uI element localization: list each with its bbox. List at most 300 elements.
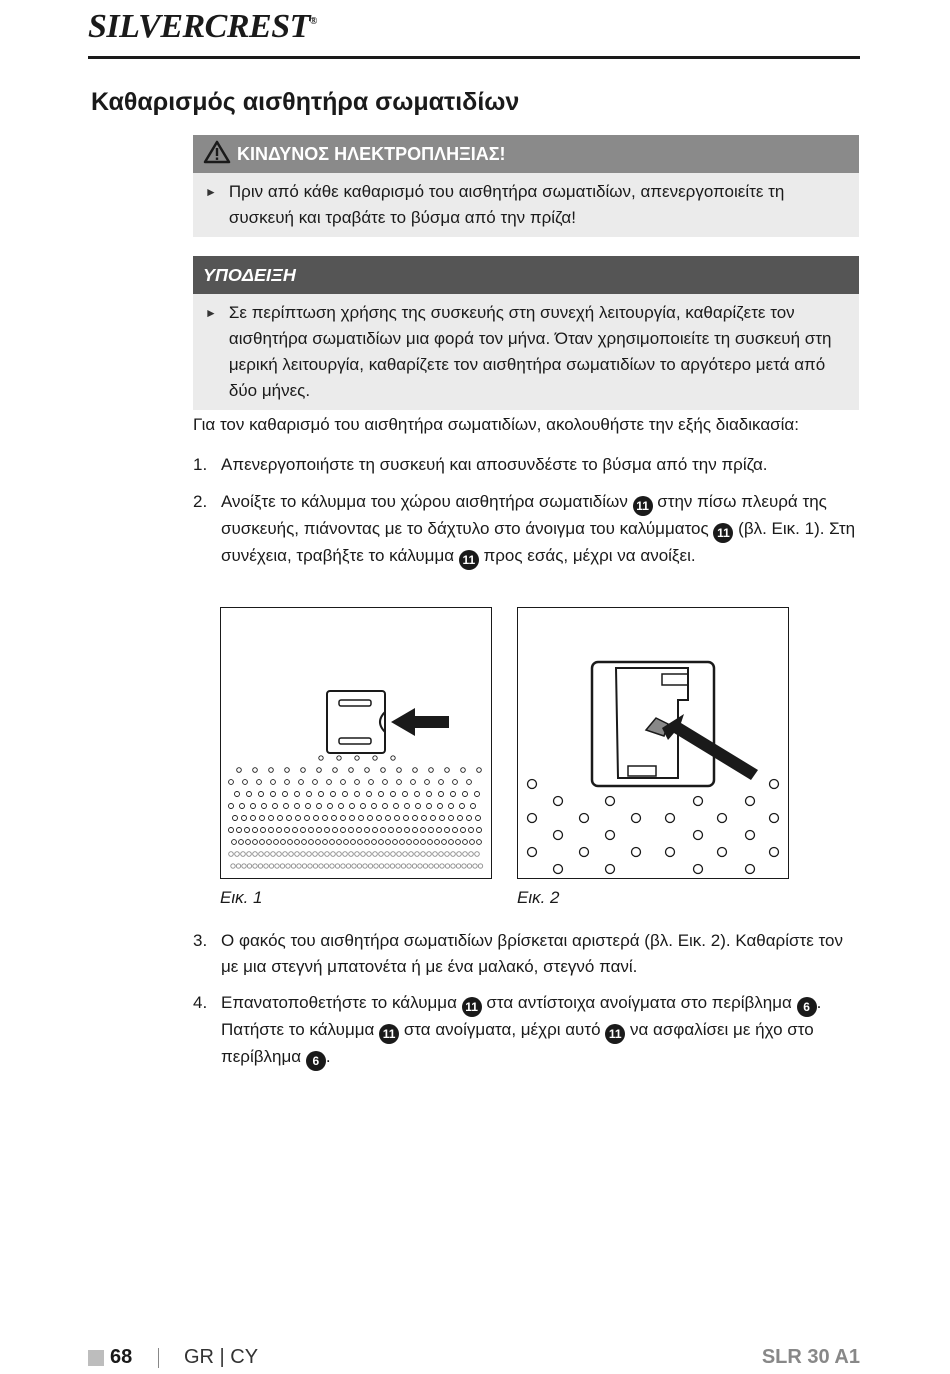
pattern-dot [445, 828, 450, 833]
pattern-dot [632, 814, 641, 823]
figure-2-illustration [517, 607, 789, 879]
badge-housing: 6 [797, 997, 817, 1017]
pattern-dot [393, 840, 398, 845]
pattern-dot [352, 864, 356, 868]
step-3: 3. Ο φακός του αισθητήρα σωματιδίων βρίσκεται αριστερά (βλ. Εικ. 2). Καθαρίστε τον με μια στεγνή μπατονέτα ή με ένα μαλακό, στεγνό πανί. [193, 931, 843, 976]
pattern-dot [229, 804, 234, 809]
pattern-dot [330, 864, 334, 868]
pattern-dot [469, 852, 474, 857]
pattern-dot [445, 768, 450, 773]
pattern-dot [331, 852, 336, 857]
pattern-dot [236, 864, 240, 868]
pattern-dot [260, 840, 265, 845]
pattern-dot [381, 768, 386, 773]
pattern-dot [554, 831, 563, 840]
pattern-dot [369, 780, 374, 785]
pattern-dot [283, 852, 288, 857]
pattern-dot [373, 852, 378, 857]
pattern-dot [453, 780, 458, 785]
pattern-dot [411, 780, 416, 785]
pattern-dot [323, 816, 328, 821]
pattern-dot [386, 840, 391, 845]
language-label: GR | CY [184, 1346, 259, 1368]
pattern-dot [606, 865, 615, 874]
pattern-dot [337, 756, 341, 760]
pattern-dot [427, 792, 432, 797]
pattern-dot [301, 852, 306, 857]
pattern-dot [580, 848, 589, 857]
pattern-dot [271, 780, 276, 785]
pattern-dot [449, 804, 454, 809]
pattern-dot [229, 780, 234, 785]
pattern-dot [264, 864, 268, 868]
pattern-dot [288, 840, 293, 845]
pattern-dot [438, 804, 443, 809]
pattern-dot [390, 864, 394, 868]
pattern-dot [331, 792, 336, 797]
pattern-dot [770, 848, 779, 857]
pattern-dot [245, 828, 250, 833]
pattern-dot [260, 816, 265, 821]
pattern-dot [580, 814, 589, 823]
pattern-dot [476, 816, 481, 821]
pattern-dot [391, 792, 396, 797]
pattern-dot [306, 804, 311, 809]
pattern-dot [415, 852, 420, 857]
pattern-dot [377, 816, 382, 821]
pattern-dot [323, 840, 328, 845]
footer-square-icon [88, 1350, 104, 1366]
pattern-dot [461, 768, 466, 773]
pattern-dot [463, 840, 468, 845]
pattern-dot [357, 828, 362, 833]
pattern-dot [291, 864, 295, 868]
figure-2-caption: Εικ. 2 [517, 888, 560, 907]
pattern-dot [328, 804, 333, 809]
pattern-dot [746, 865, 755, 874]
pattern-dot [283, 792, 288, 797]
pattern-dot [341, 780, 346, 785]
pattern-dot [435, 840, 440, 845]
pattern-dot [403, 792, 408, 797]
pattern-dot [385, 852, 390, 857]
pattern-dot [469, 828, 474, 833]
pattern-dot [237, 828, 242, 833]
pattern-dot [423, 864, 427, 868]
pattern-dot [235, 792, 240, 797]
pattern-dot [269, 816, 274, 821]
pattern-dot [269, 828, 274, 833]
pattern-dot [253, 768, 258, 773]
pattern-dot [285, 828, 290, 833]
pattern-dot [361, 852, 366, 857]
page-number: 68 [110, 1346, 133, 1368]
pattern-dot [365, 840, 370, 845]
pattern-dot [327, 780, 332, 785]
pattern-dot [273, 804, 278, 809]
pattern-dot [313, 780, 318, 785]
brand-logo: SILVERCREST® [88, 8, 317, 45]
pattern-dot [350, 804, 355, 809]
pattern-dot [232, 840, 237, 845]
pattern-dot [467, 780, 472, 785]
pattern-dot [373, 828, 378, 833]
pattern-dot [289, 852, 294, 857]
pattern-dot [337, 840, 342, 845]
pattern-dot [429, 768, 434, 773]
danger-title: ΚΙΝΔΥΝΟΣ ΗΛΕΚΤΡΟΠΛΗΞΙΑΣ! [237, 143, 506, 164]
pattern-dot [451, 792, 456, 797]
pattern-dot [265, 852, 270, 857]
pattern-dot [341, 816, 346, 821]
pattern-dot [285, 768, 290, 773]
pattern-dot [349, 828, 354, 833]
pattern-dot [458, 816, 463, 821]
pattern-dot [307, 792, 312, 797]
pattern-dot [325, 828, 330, 833]
pattern-dot [453, 828, 458, 833]
pattern-dot [313, 864, 317, 868]
pattern-dot [355, 852, 360, 857]
note-text: Σε περίπτωση χρήσης της συσκευής στη συνεχή λειτουργία, καθαρίζετε τον αισθητήρα σωματιδίων μια φορά τον μήνα. Όταν χρησιμοποιείτε τη συσκευή στη μερική λειτουργία, καθαρίζετε τον αισθητήρα σωματιδίων το αργότερο μετά από δύο μήνες. [228, 303, 832, 400]
pattern-dot [239, 840, 244, 845]
pattern-dot [297, 864, 301, 868]
pattern-dot [439, 852, 444, 857]
pattern-dot [422, 816, 427, 821]
pattern-dot [247, 792, 252, 797]
pattern-dot [463, 852, 468, 857]
pattern-dot [391, 756, 395, 760]
pattern-dot [235, 852, 240, 857]
pattern-dot [305, 816, 310, 821]
pattern-dot [240, 804, 245, 809]
pattern-dot [389, 828, 394, 833]
pattern-dot [363, 864, 367, 868]
pattern-dot [403, 852, 408, 857]
pattern-dot [414, 840, 419, 845]
pattern-dot [229, 852, 234, 857]
pattern-dot [358, 840, 363, 845]
pattern-dot [262, 804, 267, 809]
pattern-dot [477, 828, 482, 833]
pattern-dot [694, 797, 703, 806]
pattern-dot [267, 840, 272, 845]
arrow-left-icon [391, 708, 449, 736]
pattern-dot [385, 864, 389, 868]
pattern-dot [355, 756, 359, 760]
pattern-dot [409, 852, 414, 857]
pattern-dot [349, 852, 354, 857]
pattern-dot [373, 756, 377, 760]
pattern-dot [445, 864, 449, 868]
pattern-dot [425, 780, 430, 785]
pattern-dot [431, 816, 436, 821]
pattern-dot [314, 816, 319, 821]
pattern-dot [246, 840, 251, 845]
pattern-dot [666, 814, 675, 823]
pattern-dot [397, 828, 402, 833]
pattern-dot [285, 780, 290, 785]
pattern-dot [309, 828, 314, 833]
pattern-dot [456, 840, 461, 845]
danger-box [193, 135, 859, 237]
pattern-dot [429, 828, 434, 833]
pattern-dot [361, 804, 366, 809]
step-2: 2. Ανοίξτε το κάλυμμα του χώρου αισθητήρα σωματιδίων 11 στην πίσω πλευρά της συσκευής, πιάνοντας με το δάχτυλο στο άνοιγμα του καλύμματος 11 (βλ. Εικ. 1). Στη συνέχεια, τραβήξτε το κάλυμμα 11 προς εσάς, μέχρι να ανοίξει. [193, 489, 859, 570]
pattern-dot [462, 864, 466, 868]
pattern-dot [427, 852, 432, 857]
pattern-dot [475, 792, 480, 797]
pattern-dot [418, 864, 422, 868]
badge-cover: 11 [605, 1024, 625, 1044]
pattern-dot [606, 797, 615, 806]
pattern-dot [296, 816, 301, 821]
pattern-dot [259, 852, 264, 857]
pattern-dot [237, 768, 242, 773]
pattern-dot [251, 816, 256, 821]
pattern-dot [247, 852, 252, 857]
pattern-dot [367, 792, 372, 797]
pattern-dot [404, 816, 409, 821]
pattern-dot [383, 804, 388, 809]
pattern-dot [477, 840, 482, 845]
warning-triangle-icon [203, 140, 231, 169]
pattern-dot [394, 804, 399, 809]
pattern-dot [694, 831, 703, 840]
pattern-dot [427, 804, 432, 809]
pattern-dot [257, 780, 262, 785]
pattern-dot [433, 852, 438, 857]
pattern-dot [475, 852, 480, 857]
pattern-dot [463, 792, 468, 797]
pattern-dot [372, 804, 377, 809]
section-title: Καθαρισμός αισθητήρα σωματιδίων [91, 88, 520, 116]
pattern-dot [253, 840, 258, 845]
step-1: 1. Απενεργοποιήστε τη συσκευή και αποσυνδέστε το βύσμα από την πρίζα. [193, 455, 768, 474]
pattern-dot [770, 780, 779, 789]
pattern-dot [295, 840, 300, 845]
pattern-dot [278, 816, 283, 821]
pattern-dot [477, 768, 482, 773]
pattern-dot [337, 852, 342, 857]
note-title: ΥΠΟΔΕΙΞΗ [203, 264, 296, 285]
pattern-dot [421, 828, 426, 833]
pattern-dot [746, 797, 755, 806]
pattern-dot [284, 804, 289, 809]
pattern-dot [301, 768, 306, 773]
pattern-dot [258, 864, 262, 868]
pattern-dot [277, 852, 282, 857]
pattern-dot [281, 840, 286, 845]
pattern-dot [554, 797, 563, 806]
pattern-dot [397, 768, 402, 773]
pattern-dot [407, 840, 412, 845]
pattern-dot [718, 848, 727, 857]
pattern-dot [554, 865, 563, 874]
pattern-dot [379, 852, 384, 857]
pattern-dot [339, 804, 344, 809]
pattern-dot [359, 816, 364, 821]
pattern-dot [379, 792, 384, 797]
pattern-dot [528, 848, 537, 857]
pattern-dot [467, 864, 471, 868]
pattern-dot [413, 768, 418, 773]
pattern-dot [319, 864, 323, 868]
intro-text: Για τον καθαρισμό του αισθητήρα σωματιδίων, ακολουθήστε την εξής διαδικασία: [193, 415, 799, 434]
pattern-dot [694, 865, 703, 874]
pattern-dot [229, 828, 234, 833]
pattern-dot [439, 780, 444, 785]
pattern-dot [405, 804, 410, 809]
pattern-dot [316, 840, 321, 845]
pattern-dot [286, 864, 290, 868]
pattern-dot [242, 816, 247, 821]
pattern-dot [632, 848, 641, 857]
pattern-dot [325, 852, 330, 857]
pattern-dot [231, 864, 235, 868]
pattern-dot [445, 852, 450, 857]
pattern-dot [343, 852, 348, 857]
pattern-dot [333, 828, 338, 833]
pattern-dot [365, 828, 370, 833]
badge-cover: 11 [459, 550, 479, 570]
pattern-dot [391, 852, 396, 857]
badge-cover: 11 [379, 1024, 399, 1044]
pattern-dot [412, 864, 416, 868]
pattern-dot [275, 864, 279, 868]
pattern-dot [308, 864, 312, 868]
pattern-dot [346, 864, 350, 868]
pattern-dot [421, 840, 426, 845]
pattern-dot [381, 828, 386, 833]
pattern-dot [470, 840, 475, 845]
model-number: SLR 30 A1 [761, 1346, 860, 1368]
pattern-dot [247, 864, 251, 868]
pattern-dot [383, 780, 388, 785]
pattern-dot [434, 864, 438, 868]
badge-cover: 11 [633, 496, 653, 516]
pattern-dot [449, 816, 454, 821]
pattern-dot [357, 864, 361, 868]
pattern-dot [341, 828, 346, 833]
pattern-dot [437, 828, 442, 833]
pattern-dot [293, 828, 298, 833]
pattern-dot [379, 864, 383, 868]
pattern-dot [233, 816, 238, 821]
pattern-dot [317, 804, 322, 809]
pattern-dot [344, 840, 349, 845]
pattern-dot [271, 852, 276, 857]
pattern-dot [413, 828, 418, 833]
pattern-dot [309, 840, 314, 845]
page-footer [88, 1346, 860, 1372]
pattern-dot [442, 840, 447, 845]
pattern-dot [416, 804, 421, 809]
step-4: 4. Επανατοποθετήστε το κάλυμμα 11 στα αντίστοιχα ανοίγματα στο περίβλημα 6 . Πατήστε το κάλυμμα 11 στα ανοίγματα, μέχρι αυτό 11 να ασφαλίσει με ήχο στο περίβλημα 6 . [193, 990, 859, 1071]
pattern-dot [317, 828, 322, 833]
pattern-dot [460, 804, 465, 809]
pattern-dot [372, 840, 377, 845]
pattern-dot [355, 780, 360, 785]
pattern-dot [251, 804, 256, 809]
pattern-dot [440, 864, 444, 868]
pattern-dot [456, 864, 460, 868]
pattern-dot [478, 864, 482, 868]
pattern-dot [271, 792, 276, 797]
pattern-dot [295, 852, 300, 857]
header-rule [88, 56, 860, 59]
pattern-dot [269, 768, 274, 773]
pattern-dot [428, 840, 433, 845]
pattern-dot [299, 780, 304, 785]
pattern-dot [397, 852, 402, 857]
pattern-dot [429, 864, 433, 868]
pattern-dot [467, 816, 472, 821]
pattern-dot [274, 840, 279, 845]
danger-text: Πριν από κάθε καθαρισμό του αισθητήρα σωματιδίων, απενεργοποιείτε τη συσκευή και τραβάτε το βύσμα από την πρίζα! [228, 182, 785, 227]
pattern-dot [302, 864, 306, 868]
pattern-dot [335, 864, 339, 868]
badge-cover: 11 [462, 997, 482, 1017]
pattern-dot [368, 864, 372, 868]
pattern-dot [379, 840, 384, 845]
pattern-dot [407, 864, 411, 868]
pattern-dot [253, 852, 258, 857]
pattern-dot [332, 816, 337, 821]
pattern-dot [413, 816, 418, 821]
pattern-dot [349, 768, 354, 773]
pattern-dot [405, 828, 410, 833]
pattern-dot [473, 864, 477, 868]
figure-1-caption: Εικ. 1 [220, 888, 263, 907]
pattern-dot [421, 852, 426, 857]
pattern-dot [449, 840, 454, 845]
pattern-dot [374, 864, 378, 868]
pattern-dot [317, 768, 322, 773]
pattern-dot [666, 848, 675, 857]
pattern-dot [355, 792, 360, 797]
pattern-dot [295, 792, 300, 797]
pattern-dot [333, 768, 338, 773]
badge-cover: 11 [713, 523, 733, 543]
bullet-arrow-icon: ► [205, 185, 217, 199]
pattern-dot [451, 864, 455, 868]
pattern-dot [269, 864, 273, 868]
pattern-dot [302, 840, 307, 845]
pattern-dot [386, 816, 391, 821]
pattern-dot [242, 864, 246, 868]
pattern-dot [367, 852, 372, 857]
pattern-dot [770, 814, 779, 823]
badge-housing: 6 [306, 1051, 326, 1071]
pattern-dot [400, 840, 405, 845]
pattern-dot [241, 852, 246, 857]
pattern-dot [287, 816, 292, 821]
pattern-dot [606, 831, 615, 840]
pattern-dot [365, 768, 370, 773]
pattern-dot [368, 816, 373, 821]
pattern-dot [330, 840, 335, 845]
pattern-dot [341, 864, 345, 868]
pattern-dot [471, 804, 476, 809]
pattern-dot [253, 828, 258, 833]
pattern-dot [718, 814, 727, 823]
pattern-dot [343, 792, 348, 797]
pattern-dot [461, 828, 466, 833]
pattern-dot [396, 864, 400, 868]
pattern-dot [243, 780, 248, 785]
note-box [193, 256, 859, 410]
